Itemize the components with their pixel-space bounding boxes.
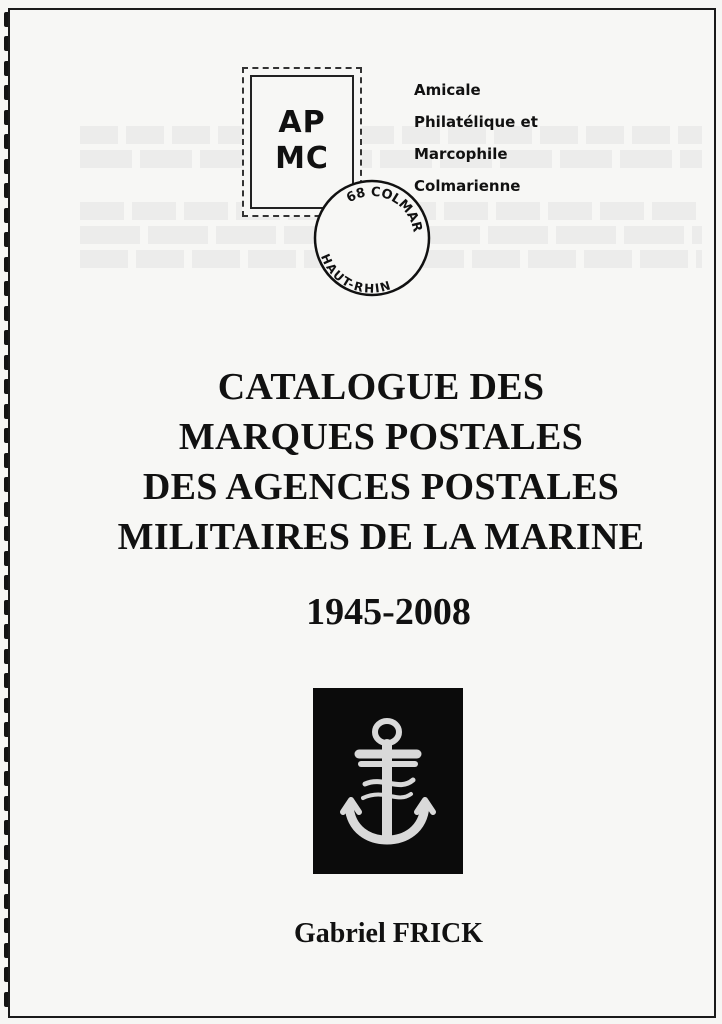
association-name [414, 74, 538, 202]
postmark-bottom-text: HAUT-RHIN [317, 251, 392, 296]
logo-text-ap: AP [278, 105, 326, 140]
title-line-3: DES AGENCES POSTALES [142, 466, 620, 508]
colmar-postmark [312, 178, 432, 298]
anchor-icon [313, 688, 463, 874]
association-line-1: Amicale [414, 81, 481, 99]
logo-text-mc: MC [275, 141, 329, 176]
title-line-1: CATALOGUE DES [217, 366, 545, 408]
association-line-3: Marcophile [414, 145, 508, 163]
postmark-top-text: 68 COLMAR [344, 184, 425, 234]
title-line-4: MILITAIRES DE LA MARINE [117, 516, 645, 558]
association-line-4: Colmarienne [414, 177, 521, 195]
title-line-2: MARQUES POSTALES [178, 416, 584, 458]
author-name: Gabriel FRICK [294, 918, 483, 949]
anchor-insignia-image [313, 688, 463, 874]
year-range: 1945-2008 [306, 591, 471, 633]
association-line-2: Philatélique et [414, 113, 538, 131]
catalogue-title [60, 362, 702, 562]
